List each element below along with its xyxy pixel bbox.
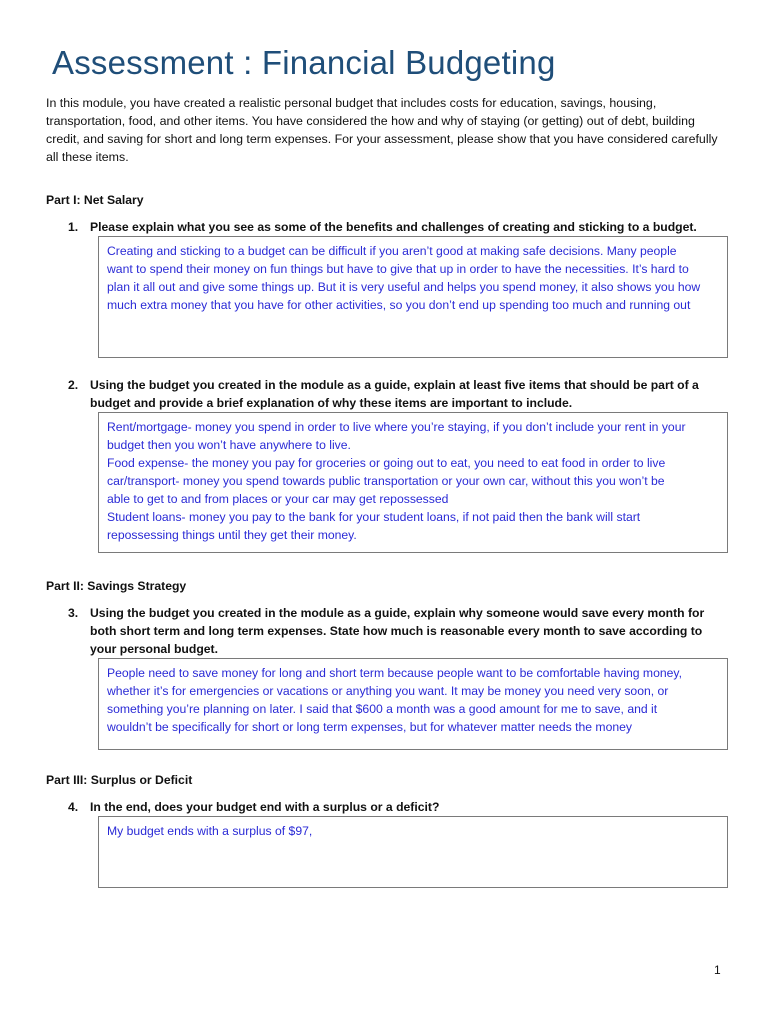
question-3 (68, 604, 728, 658)
answer-text: My budget ends with a surplus of $97, (107, 824, 313, 838)
answer-box-4[interactable] (98, 816, 728, 888)
answer-text: People need to save money for long and short term because people want to be comfortable having money, whether it’s for emergencies or vacations or anything you want. It may be money you need very soon, or something you’re planning on later. I said that $600 a month was a good amount for me to save, and it wouldn’t be specifically for short or long term expenses, but for whatever matter needs the money (107, 666, 682, 734)
intro-paragraph: In this module, you have created a realistic personal budget that includes costs for education, savings, housing, transportation, food, and other items. You have considered the how and why of staying (or getting) out of debt, building credit, and saving for short and long term expenses. For your assessment, please show that you have considered carefully all these items. (46, 96, 718, 164)
answer-text: Rent/mortgage- money you spend in order to live where you’re staying, if you don’t include your rent in your budget then you won’t have anywhere to live. Food expense- the money you pay for groceries or going out to eat, you need to eat food in order to live car/transport- money you spend towards public transportation or your own car, without this you won’t be able to get to and from places or your car may get repossessed Student loans- money you pay to the bank for your student loans, if not paid then the bank will start repossessing things until they get their money. (107, 420, 686, 542)
answer-box-3[interactable] (98, 658, 728, 750)
question-2 (68, 376, 728, 412)
page-number: 1 (714, 963, 721, 977)
part-3-heading: Part III: Surplus or Deficit (46, 773, 193, 787)
question-text: Using the budget you created in the module as a guide, explain why someone would save every month for both short term and long term expenses. State how much is reasonable every month to save according to your personal budget. (90, 606, 705, 656)
question-number: 4. (68, 800, 79, 814)
question-4 (68, 798, 728, 816)
answer-text: Creating and sticking to a budget can be difficult if you aren’t good at making safe decisions. Many people want to spend their money on fun things but have to give that up in order to have the necessities. It’s hard to plan it all out and give some things up. But it is very useful and helps you spend money, it also shows you how much extra money that you have for other activities, so you don’t end up spending too much and running out (107, 244, 701, 312)
part-2-heading: Part II: Savings Strategy (46, 579, 187, 593)
page-title: Assessment : Financial Budgeting (52, 44, 556, 81)
question-number: 2. (68, 378, 79, 392)
question-number: 3. (68, 606, 79, 620)
question-1 (68, 218, 728, 236)
question-text: In the end, does your budget end with a surplus or a deficit? (90, 800, 440, 814)
part-1-heading: Part I: Net Salary (46, 193, 144, 207)
question-text: Using the budget you created in the module as a guide, explain at least five items that should be part of a budget and provide a brief explanation of why these items are important to include. (90, 378, 699, 410)
answer-box-1[interactable] (98, 236, 728, 358)
answer-box-2[interactable] (98, 412, 728, 553)
question-text: Please explain what you see as some of the benefits and challenges of creating and sticking to a budget. (90, 220, 697, 234)
question-number: 1. (68, 220, 79, 234)
